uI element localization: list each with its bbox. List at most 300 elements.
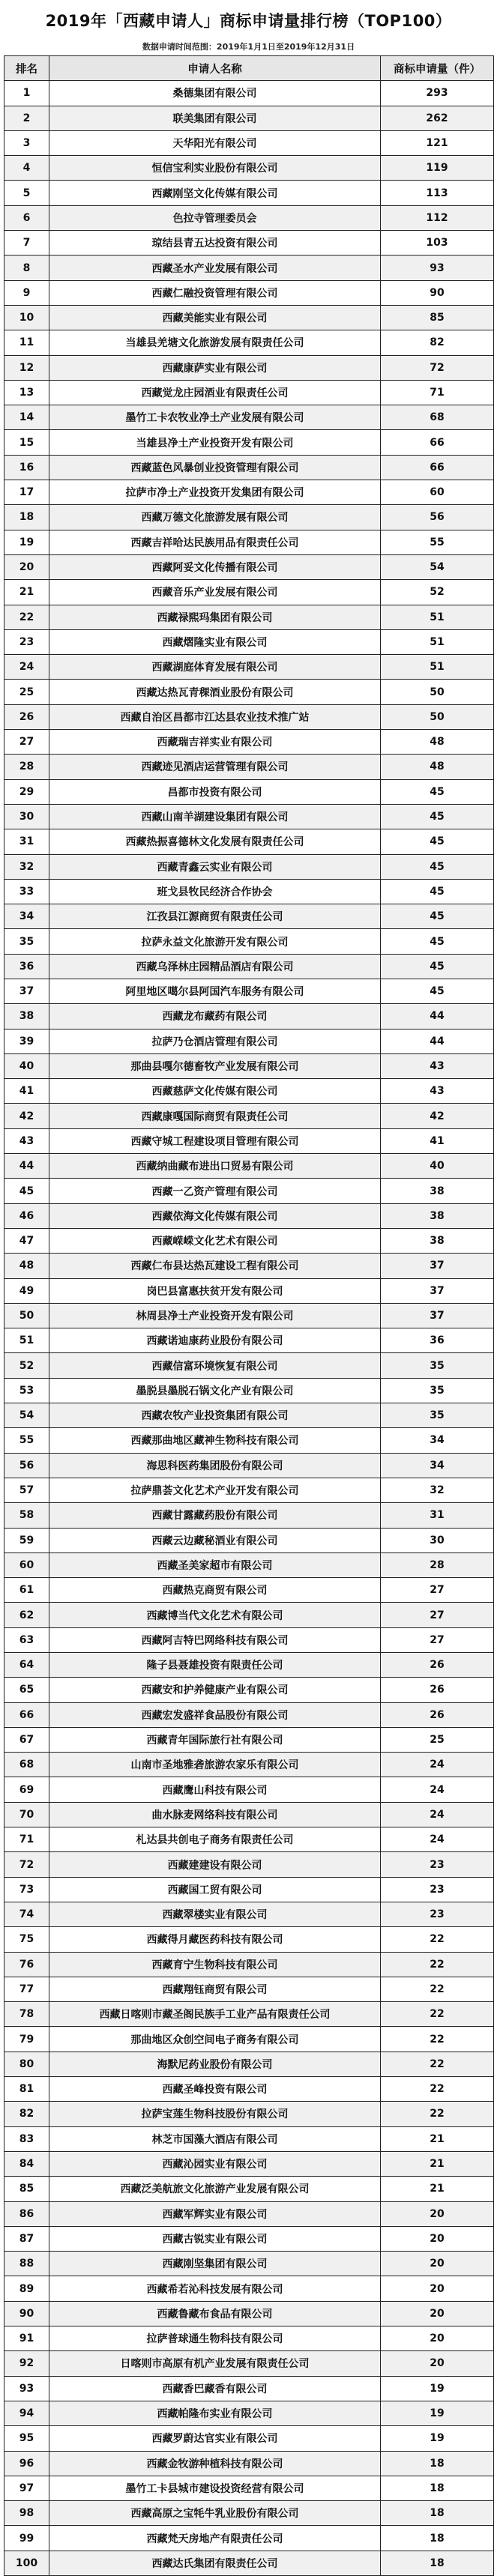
ranking-table [4,55,494,2576]
applicant-name-cell: 日喀则市高原有机产业发展有限责任公司 [49,2351,381,2376]
applicant-name-cell: 西藏青鑫云实业有限公司 [49,854,381,879]
rank-cell: 99 [4,2526,49,2551]
application-count-cell: 20 [381,2201,494,2226]
application-count-cell: 51 [381,655,494,680]
rank-cell: 50 [4,1303,49,1328]
table-row [4,1029,494,1053]
application-count-cell: 50 [381,680,494,704]
applicant-name-cell: 西藏熠隆实业有限公司 [49,629,381,654]
table-row [4,2401,494,2425]
application-count-cell: 112 [381,205,494,230]
applicant-name-cell: 拉萨市净土产业投资开发集团有限公司 [49,480,381,505]
applicant-name-cell: 林周县净土产业投资开发有限公司 [49,1303,381,1328]
application-count-cell: 36 [381,1328,494,1353]
applicant-name-cell: 琼结县青五达投资有限公司 [49,231,381,256]
rank-cell: 61 [4,1578,49,1603]
application-count-cell: 293 [381,81,494,106]
table-row [4,330,494,355]
table-row [4,2501,494,2526]
table-row [4,1428,494,1453]
table-row [4,1453,494,1478]
rank-cell: 39 [4,1029,49,1053]
application-count-cell: 19 [381,2401,494,2425]
table-row [4,1203,494,1228]
table-row [4,2451,494,2476]
applicant-name-cell: 西藏刚坚集团有限公司 [49,2252,381,2276]
applicant-name-cell: 西藏诺迪康药业股份有限公司 [49,1328,381,1353]
rank-cell: 79 [4,2027,49,2052]
application-count-cell: 18 [381,2501,494,2526]
rank-cell: 66 [4,1702,49,1727]
application-count-cell: 48 [381,730,494,755]
table-row [4,1228,494,1253]
application-count-cell: 21 [381,2177,494,2201]
table-header-row [4,56,494,81]
applicant-name-cell: 西藏那曲地区藏神生物科技有限公司 [49,1428,381,1453]
rank-cell: 78 [4,2002,49,2027]
applicant-name-cell: 江孜县江源商贸有限责任公司 [49,904,381,929]
table-row [4,1777,494,1802]
rank-cell: 98 [4,2501,49,2526]
table-row [4,1653,494,1678]
applicant-name-cell: 西藏慈萨文化传媒有限公司 [49,1079,381,1104]
applicant-name-cell: 隆子县聂雄投资有限责任公司 [49,1653,381,1678]
application-count-cell: 43 [381,1079,494,1104]
application-count-cell: 20 [381,2252,494,2276]
applicant-name-cell: 联美集团有限公司 [49,106,381,130]
table-row [4,1179,494,1203]
table-row [4,1079,494,1104]
table-row [4,854,494,879]
rank-cell: 25 [4,680,49,704]
rank-cell: 76 [4,1952,49,1977]
rank-cell: 20 [4,554,49,579]
application-count-cell: 18 [381,2476,494,2500]
application-count-cell: 21 [381,2126,494,2151]
application-count-cell: 34 [381,1453,494,1478]
applicant-name-cell: 西藏仁融投资管理有限公司 [49,280,381,305]
applicant-name-cell: 札达县共创电子商务有限责任公司 [49,1827,381,1852]
applicant-name-cell: 西藏圣美家超市有限公司 [49,1552,381,1577]
rank-cell: 53 [4,1378,49,1403]
application-count-cell: 38 [381,1203,494,1228]
rank-cell: 30 [4,804,49,829]
table-row [4,280,494,305]
table-row [4,430,494,455]
application-count-cell: 35 [381,1403,494,1428]
applicant-name-cell: 西藏自治区昌都市江达县农业技术推广站 [49,704,381,729]
rank-cell: 57 [4,1478,49,1502]
applicant-name-cell: 西藏达热瓦青稞酒业股份有限公司 [49,680,381,704]
applicant-name-cell: 林芝市国藻大酒店有限公司 [49,2126,381,2151]
application-count-cell: 45 [381,979,494,1003]
rank-cell: 13 [4,380,49,405]
rank-cell: 65 [4,1678,49,1702]
applicant-name-cell: 海思科医药集团股份有限公司 [49,1453,381,1478]
rank-cell: 43 [4,1128,49,1153]
table-row [4,305,494,330]
application-count-cell: 103 [381,231,494,256]
application-count-cell: 20 [381,2301,494,2326]
applicant-name-cell: 西藏热振喜德林文化发展有限责任公司 [49,829,381,854]
applicant-name-cell: 西藏阿吉特巴网络科技有限公司 [49,1627,381,1652]
rank-cell: 52 [4,1353,49,1378]
applicant-name-cell: 西藏迹见酒店运营管理有限公司 [49,755,381,779]
applicant-name-cell: 拉萨鼎荟文化艺术产业开发有限公司 [49,1478,381,1502]
rank-cell: 46 [4,1203,49,1228]
rank-cell: 86 [4,2201,49,2226]
table-row [4,655,494,680]
table-row [4,106,494,130]
application-count-cell: 34 [381,1428,494,1453]
rank-cell: 77 [4,1977,49,2001]
application-count-cell: 22 [381,2002,494,2027]
table-row [4,2151,494,2176]
applicant-name-cell: 西藏瑞吉祥实业有限公司 [49,730,381,755]
rank-cell: 18 [4,505,49,530]
table-row [4,1403,494,1428]
applicant-name-cell: 西藏康嘎国际商贸有限责任公司 [49,1104,381,1128]
application-count-cell: 45 [381,804,494,829]
table-row [4,929,494,954]
applicant-name-cell: 西藏蓝色风暴创业投资管理有限公司 [49,455,381,480]
applicant-name-cell: 西藏翔钰商贸有限公司 [49,1977,381,2001]
rank-cell: 45 [4,1179,49,1203]
applicant-name-cell: 拉萨乃仓酒店管理有限公司 [49,1029,381,1053]
application-count-cell: 55 [381,530,494,554]
table-row [4,779,494,804]
table-row [4,156,494,181]
application-count-cell: 24 [381,1827,494,1852]
table-row [4,1378,494,1403]
application-count-cell: 93 [381,256,494,280]
rank-cell: 94 [4,2401,49,2425]
applicant-name-cell: 拉萨宝莲生物科技股份有限公司 [49,2102,381,2126]
application-count-cell: 121 [381,130,494,155]
rank-cell: 95 [4,2426,49,2451]
rank-cell: 10 [4,305,49,330]
application-count-cell: 45 [381,929,494,954]
rank-cell: 26 [4,704,49,729]
date-range-subtitle: 数据申请时间范围：2019年1月1日至2019年12月31日 [142,42,355,52]
application-count-cell: 68 [381,405,494,430]
applicant-name-cell: 西藏嵘嵘文化艺术有限公司 [49,1228,381,1253]
applicant-name-cell: 班戈县牧民经济合作协会 [49,879,381,904]
table-row [4,1952,494,1977]
table-row [4,2052,494,2076]
rank-cell: 63 [4,1627,49,1652]
applicant-name-cell: 西藏康萨实业有限公司 [49,355,381,380]
application-count-cell: 45 [381,954,494,979]
application-count-cell: 90 [381,280,494,305]
rank-cell: 17 [4,480,49,505]
rank-cell: 64 [4,1653,49,1678]
rank-cell: 1 [4,81,49,106]
rank-cell: 33 [4,879,49,904]
rank-cell: 90 [4,2301,49,2326]
applicant-name-cell: 岗巴县富惠扶贫开发有限公司 [49,1278,381,1303]
applicant-name-cell: 西藏军辉实业有限公司 [49,2201,381,2226]
application-count-cell: 51 [381,605,494,629]
table-row [4,1877,494,1902]
application-count-cell: 26 [381,1678,494,1702]
table-body [4,81,494,2576]
application-count-cell: 35 [381,1378,494,1403]
table-row [4,2301,494,2326]
table-row [4,804,494,829]
table-row [4,704,494,729]
table-row [4,1702,494,1727]
application-count-cell: 42 [381,1104,494,1128]
application-count-cell: 51 [381,629,494,654]
applicant-name-cell: 山南市圣地雅砻旅游农家乐有限公司 [49,1753,381,1777]
table-row [4,2126,494,2151]
applicant-name-cell: 拉萨永益文化旅游开发有限公司 [49,929,381,954]
application-count-cell: 24 [381,1777,494,1802]
applicant-name-cell: 西藏农牧产业投资集团有限公司 [49,1403,381,1428]
table-row [4,1478,494,1502]
applicant-name-cell: 西藏音乐产业发展有限公司 [49,580,381,605]
applicant-name-cell: 西藏泛美航旅文化旅游产业发展有限公司 [49,2177,381,2201]
rank-cell: 73 [4,1877,49,1902]
table-row [4,2226,494,2251]
table-row [4,1753,494,1777]
application-count-cell: 37 [381,1303,494,1328]
rank-cell: 83 [4,2126,49,2151]
application-count-cell: 37 [381,1278,494,1303]
applicant-name-cell: 西藏万德文化旅游发展有限公司 [49,505,381,530]
application-count-cell: 45 [381,779,494,804]
application-count-cell: 45 [381,829,494,854]
applicant-name-cell: 西藏依海文化传媒有限公司 [49,1203,381,1228]
applicant-name-cell: 那曲县嘎尔德畜牧产业发展有限公司 [49,1053,381,1078]
rank-cell: 34 [4,904,49,929]
table-row [4,1503,494,1528]
rank-cell: 56 [4,1453,49,1478]
rank-cell: 82 [4,2102,49,2126]
application-count-cell: 37 [381,1254,494,1278]
applicant-name-cell: 曲水脉麦网络科技有限公司 [49,1802,381,1827]
applicant-name-cell: 西藏守城工程建设项目管理有限公司 [49,1128,381,1153]
applicant-name-cell: 西藏山南羊湖建设集团有限公司 [49,804,381,829]
table-row [4,130,494,155]
table-row [4,1552,494,1577]
applicant-name-cell: 西藏金牧游种植科技有限公司 [49,2451,381,2476]
rank-cell: 67 [4,1727,49,1752]
table-row [4,2177,494,2201]
applicant-name-cell: 西藏古锐实业有限公司 [49,2226,381,2251]
table-row [4,2351,494,2376]
table-row [4,2526,494,2551]
application-count-cell: 27 [381,1603,494,1627]
applicant-name-cell: 西藏一乙资产管理有限公司 [49,1179,381,1203]
column-header-count: 商标申请量（件） [381,56,494,81]
table-row [4,979,494,1003]
rank-cell: 100 [4,2551,49,2575]
table-row [4,629,494,654]
application-count-cell: 66 [381,430,494,455]
applicant-name-cell: 墨竹工卡县城市建设投资经营有限公司 [49,2476,381,2500]
applicant-name-cell: 桑德集团有限公司 [49,81,381,106]
applicant-name-cell: 西藏青年国际旅行社有限公司 [49,1727,381,1752]
rank-cell: 80 [4,2052,49,2076]
rank-cell: 5 [4,181,49,205]
application-count-cell: 28 [381,1552,494,1577]
applicant-name-cell: 墨脱县墨脱石锅文化产业有限公司 [49,1378,381,1403]
rank-cell: 96 [4,2451,49,2476]
table-row [4,580,494,605]
rank-cell: 36 [4,954,49,979]
application-count-cell: 21 [381,2151,494,2176]
rank-cell: 38 [4,1004,49,1029]
table-row [4,256,494,280]
rank-cell: 87 [4,2226,49,2251]
application-count-cell: 44 [381,1004,494,1029]
rank-cell: 32 [4,854,49,879]
table-row [4,2426,494,2451]
applicant-name-cell: 西藏云边藏秘酒业有限公司 [49,1528,381,1552]
table-row [4,755,494,779]
table-row [4,181,494,205]
rank-cell: 3 [4,130,49,155]
application-count-cell: 27 [381,1578,494,1603]
applicant-name-cell: 西藏刚坚文化传媒有限公司 [49,181,381,205]
rank-cell: 97 [4,2476,49,2500]
applicant-name-cell: 西藏圣峰投资有限公司 [49,2077,381,2102]
applicant-name-cell: 海默尼药业股份有限公司 [49,2052,381,2076]
applicant-name-cell: 西藏达氏集团有限责任公司 [49,2551,381,2575]
rank-cell: 41 [4,1079,49,1104]
application-count-cell: 18 [381,2451,494,2476]
rank-cell: 31 [4,829,49,854]
application-count-cell: 20 [381,2326,494,2351]
table-row [4,480,494,505]
table-row [4,2002,494,2027]
table-row [4,1627,494,1652]
table-row [4,1927,494,1952]
applicant-name-cell: 当雄县羌塘文化旅游发展有限责任公司 [49,330,381,355]
application-count-cell: 40 [381,1154,494,1179]
application-count-cell: 23 [381,1877,494,1902]
table-row [4,2476,494,2500]
applicant-name-cell: 西藏翠楼实业有限公司 [49,1902,381,1926]
table-row [4,1727,494,1752]
table-row [4,2551,494,2575]
rank-cell: 68 [4,1753,49,1777]
application-count-cell: 20 [381,2351,494,2376]
rank-cell: 27 [4,730,49,755]
applicant-name-cell: 西藏禄熙玛集团有限公司 [49,605,381,629]
applicant-name-cell: 西藏建建设有限公司 [49,1852,381,1877]
rank-cell: 24 [4,655,49,680]
rank-cell: 72 [4,1852,49,1877]
applicant-name-cell: 西藏宏发盛祥食品股份有限公司 [49,1702,381,1727]
rank-cell: 37 [4,979,49,1003]
application-count-cell: 38 [381,1228,494,1253]
applicant-name-cell: 西藏乌泽林庄园精品酒店有限公司 [49,954,381,979]
rank-cell: 60 [4,1552,49,1577]
applicant-name-cell: 西藏美能实业有限公司 [49,305,381,330]
application-count-cell: 20 [381,2276,494,2301]
applicant-name-cell: 西藏阿妥文化传播有限公司 [49,554,381,579]
application-count-cell: 71 [381,380,494,405]
applicant-name-cell: 西藏博当代文化艺术有限公司 [49,1603,381,1627]
applicant-name-cell: 西藏沁园实业有限公司 [49,2151,381,2176]
application-count-cell: 31 [381,1503,494,1528]
rank-cell: 12 [4,355,49,380]
rank-cell: 19 [4,530,49,554]
applicant-name-cell: 西藏甘露藏药股份有限公司 [49,1503,381,1528]
rank-cell: 9 [4,280,49,305]
table-row [4,879,494,904]
applicant-name-cell: 墨竹工卡农牧业净土产业发展有限公司 [49,405,381,430]
application-count-cell: 26 [381,1653,494,1678]
application-count-cell: 262 [381,106,494,130]
application-count-cell: 19 [381,2376,494,2401]
application-count-cell: 20 [381,2226,494,2251]
application-count-cell: 24 [381,1753,494,1777]
application-count-cell: 32 [381,1478,494,1502]
application-count-cell: 66 [381,455,494,480]
rank-cell: 84 [4,2151,49,2176]
application-count-cell: 119 [381,156,494,181]
rank-cell: 81 [4,2077,49,2102]
rank-cell: 8 [4,256,49,280]
table-row [4,1154,494,1179]
table-row [4,1802,494,1827]
application-count-cell: 22 [381,2102,494,2126]
applicant-name-cell: 西藏日喀则市藏圣阁民族手工业产品有限责任公司 [49,2002,381,2027]
application-count-cell: 60 [381,480,494,505]
application-count-cell: 56 [381,505,494,530]
rank-cell: 44 [4,1154,49,1179]
rank-cell: 69 [4,1777,49,1802]
rank-cell: 40 [4,1053,49,1078]
applicant-name-cell: 西藏仁布县达热瓦建设工程有限公司 [49,1254,381,1278]
applicant-name-cell: 西藏希若沁科技发展有限公司 [49,2276,381,2301]
applicant-name-cell: 西藏香巴藏香有限公司 [49,2376,381,2401]
application-count-cell: 22 [381,1952,494,1977]
applicant-name-cell: 西藏高原之宝牦牛乳业股份有限公司 [49,2501,381,2526]
application-count-cell: 19 [381,2426,494,2451]
applicant-name-cell: 西藏国工贸有限公司 [49,1877,381,1902]
table-row [4,2077,494,2102]
rank-cell: 23 [4,629,49,654]
table-row [4,829,494,854]
application-count-cell: 52 [381,580,494,605]
rank-cell: 85 [4,2177,49,2201]
rank-cell: 49 [4,1278,49,1303]
applicant-name-cell: 西藏帕隆布实业有限公司 [49,2401,381,2425]
rank-cell: 93 [4,2376,49,2401]
applicant-name-cell: 拉萨普球通生物科技有限公司 [49,2326,381,2351]
rank-cell: 4 [4,156,49,181]
table-row [4,405,494,430]
table-row [4,954,494,979]
table-row [4,554,494,579]
rank-cell: 11 [4,330,49,355]
rank-cell: 7 [4,231,49,256]
table-row [4,1852,494,1877]
table-row [4,2201,494,2226]
application-count-cell: 23 [381,1902,494,1926]
rank-cell: 51 [4,1328,49,1353]
application-count-cell: 22 [381,2077,494,2102]
rank-cell: 59 [4,1528,49,1552]
table-row [4,904,494,929]
application-count-cell: 38 [381,1179,494,1203]
applicant-name-cell: 西藏圣水产业发展有限公司 [49,256,381,280]
